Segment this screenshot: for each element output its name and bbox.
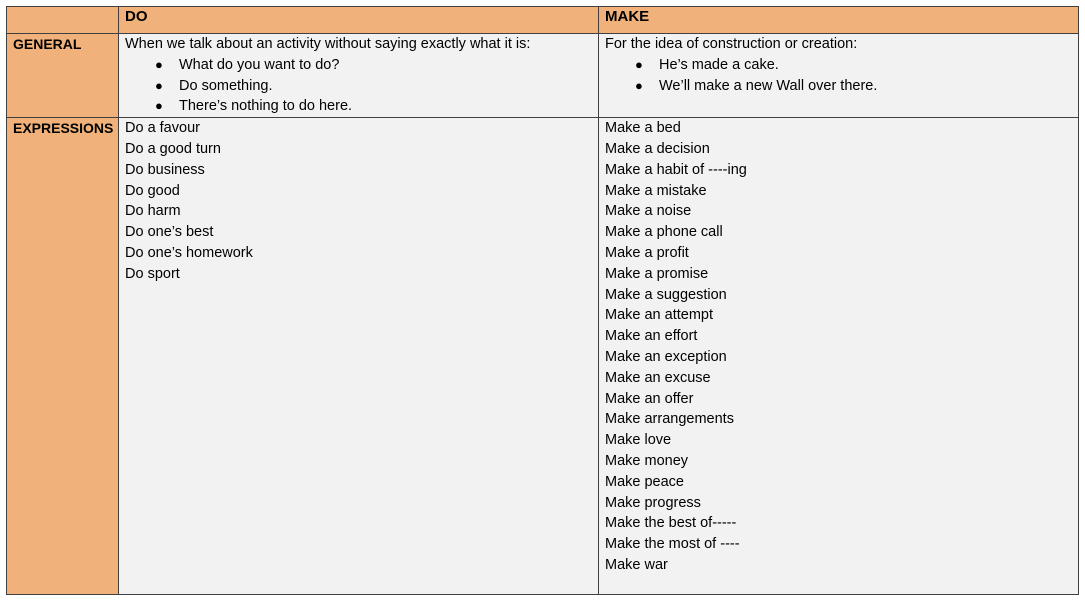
bullet-text: What do you want to do? [179, 56, 340, 73]
bullet-dot-icon: ● [155, 77, 163, 93]
list-item: Make an excuse [605, 369, 711, 386]
general-make-bullets [605, 55, 1072, 97]
general-do-cell [119, 34, 599, 118]
list-item: Make war [605, 556, 668, 573]
bullet-dot-icon: ● [635, 77, 643, 93]
general-do-bullets [125, 55, 592, 117]
list-item [153, 96, 592, 117]
list-item: Make progress [605, 494, 701, 511]
header-empty-cell [7, 7, 119, 34]
bullet-text: Do something. [179, 77, 273, 94]
list-item: Do sport [125, 265, 180, 282]
list-item: Make a suggestion [605, 286, 727, 303]
general-make-cell [599, 34, 1079, 118]
list-item: Make a mistake [605, 182, 707, 199]
list-item: Do a good turn [125, 140, 221, 157]
list-item: Make a noise [605, 203, 692, 220]
list-item: Make an attempt [605, 307, 713, 324]
list-item: Do one’s best [125, 224, 214, 241]
header-make: MAKE [599, 7, 1079, 34]
list-item: Do harm [125, 203, 181, 220]
list-item: Make an exception [605, 348, 727, 365]
list-item: Do good [125, 182, 180, 199]
bullet-text: There’s nothing to do here. [179, 98, 353, 115]
bullet-dot-icon: ● [635, 56, 643, 72]
expressions-do-cell [119, 118, 599, 595]
list-item [633, 76, 1072, 97]
list-item: Make an offer [605, 390, 694, 407]
list-item: Make love [605, 432, 672, 449]
list-item: Do business [125, 161, 205, 178]
list-item: Make the most of ---- [605, 536, 740, 553]
list-item: Make a habit of ----ing [605, 161, 747, 178]
general-make-intro: For the idea of construction or creation: [605, 36, 858, 52]
list-item: Make a bed [605, 120, 681, 137]
list-item: Make the best of----- [605, 515, 737, 532]
list-item [633, 55, 1072, 76]
list-item: Make arrangements [605, 411, 734, 428]
list-item: Do a favour [125, 120, 200, 137]
list-item: Make a promise [605, 265, 709, 282]
expressions-label: EXPRESSIONS [7, 118, 119, 595]
expressions-row [7, 118, 1079, 595]
bullet-text: We’ll make a new Wall over there. [659, 77, 878, 94]
bullet-text: He’s made a cake. [659, 56, 779, 73]
bullet-dot-icon: ● [155, 98, 163, 114]
list-item: Make an effort [605, 328, 698, 345]
general-do-intro: When we talk about an activity without saying exactly what it is: [125, 36, 531, 52]
bullet-dot-icon: ● [155, 56, 163, 72]
list-item [153, 55, 592, 76]
list-item: Make a decision [605, 140, 710, 157]
list-item: Make a profit [605, 244, 689, 261]
general-label: GENERAL [7, 34, 119, 118]
list-item [153, 76, 592, 97]
header-row [7, 7, 1079, 34]
general-row [7, 34, 1079, 118]
header-do: DO [119, 7, 599, 34]
list-item: Make a phone call [605, 224, 723, 241]
list-item: Make money [605, 452, 689, 469]
list-item: Do one’s homework [125, 244, 253, 261]
do-make-table [6, 6, 1079, 595]
expressions-make-cell [599, 118, 1079, 595]
list-item: Make peace [605, 473, 684, 490]
